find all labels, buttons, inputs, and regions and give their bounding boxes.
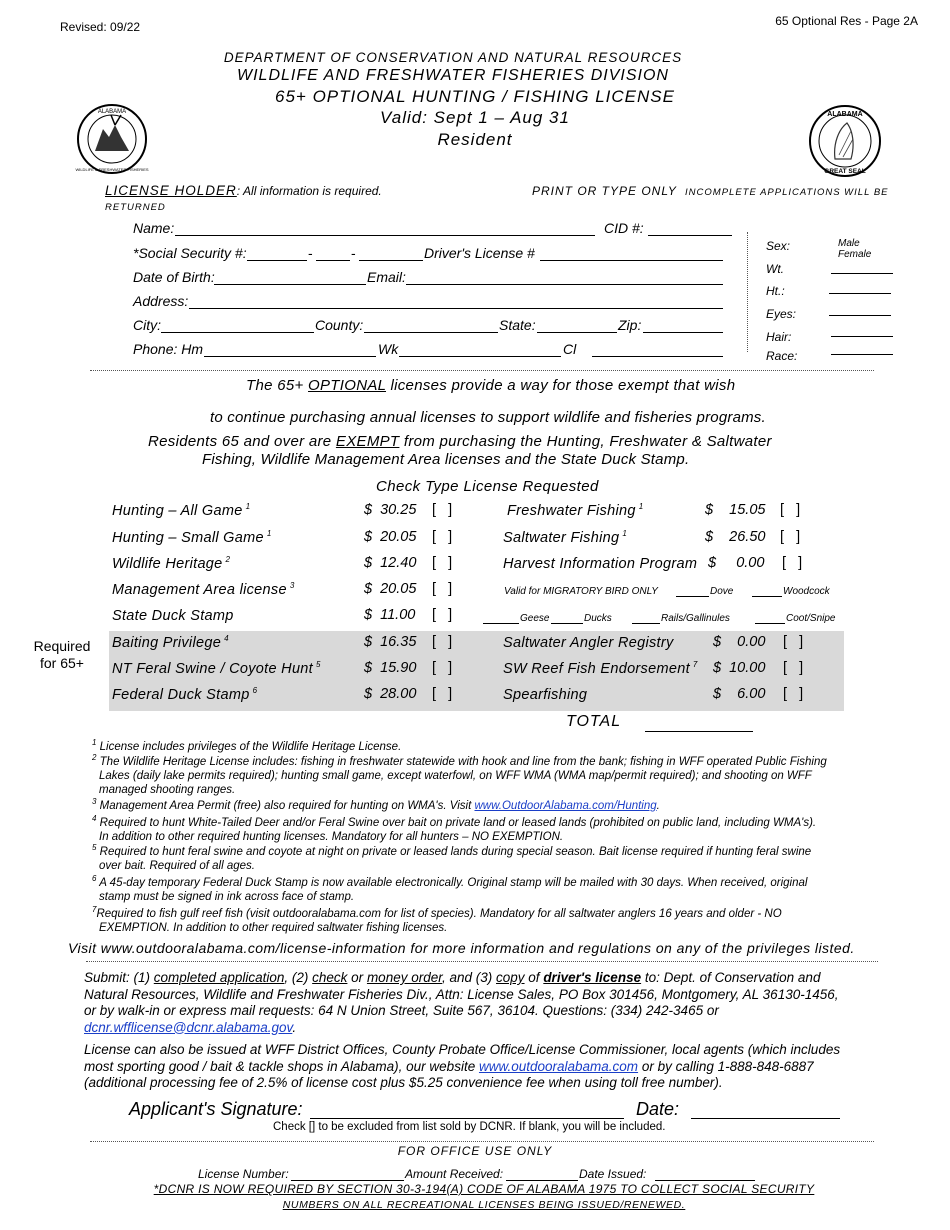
license-checkbox[interactable]: [ ] <box>432 529 453 545</box>
phone-cell-field[interactable] <box>592 356 723 357</box>
dob-field[interactable] <box>214 284 366 285</box>
license-name: Federal Duck Stamp $^6$ <box>112 686 258 703</box>
footnote-6: $^6$ A 45-day temporary Federal Duck Stamp is now available electronically. Original stamp will be mailed with 30 days. When received, original stamp must be signed in ink across face of stamp. <box>92 874 808 903</box>
license-checkbox[interactable]: [ ] <box>783 634 804 650</box>
total-label: TOTAL <box>566 713 622 730</box>
physical-divider <box>747 232 748 352</box>
license-checkbox[interactable]: [ ] <box>780 502 801 518</box>
footnote-2: $^2$ The Wildlife Heritage License includes: fishing in freshwater statewide with hook and line from the bank; fishing in WFF operated Public Fishing Lakes (daily lake permits required); hunting small game, except waterfowl, on WFF WMA (WMA map/permit required); and shooting on WFF managed shooting ranges. <box>92 753 827 796</box>
license-number-field[interactable] <box>291 1180 404 1181</box>
section-divider <box>90 370 874 371</box>
license-name: Hunting – All Game $^1$ <box>112 502 251 519</box>
address-field[interactable] <box>189 308 723 309</box>
name-field[interactable] <box>175 235 595 236</box>
license-name: NT Feral Swine / Coyote Hunt $^5$ <box>112 660 321 677</box>
license-checkbox[interactable]: [ ] <box>780 529 801 545</box>
eyes-field[interactable] <box>829 315 891 316</box>
license-price: $ 0.00 <box>708 555 765 571</box>
zip-field[interactable] <box>643 332 723 333</box>
sex-female-option[interactable]: Female <box>838 249 872 260</box>
incomplete-warning: INCOMPLETE APPLICATIONS WILL BE <box>685 187 889 198</box>
dcnr-ssn-notice: *DCNR IS NOW REQUIRED BY SECTION 30-3-194(A) CODE OF ALABAMA 1975 TO COLLECT SOCIAL SECURITY <box>153 1182 815 1196</box>
exempt-emphasis: EXEMPT <box>335 433 400 450</box>
license-price: $ 20.05 <box>364 581 417 597</box>
date-label: Date: <box>636 1099 680 1119</box>
footnote-4: $^4$ Required to hunt White-Tailed Deer and/or Feral Swine over bait on private land or leased lands (prohibited on public land, including WMA's). In addition to other required hunting licenses. Mandatory for all hunters – NO EXEMPTION. <box>92 814 817 843</box>
woodcock-field[interactable] <box>752 596 782 597</box>
ssn-part1-field[interactable] <box>247 260 307 261</box>
phone-home-field[interactable] <box>204 356 376 357</box>
migratory-valid-note: Valid for MIGRATORY BIRD ONLY <box>504 586 658 597</box>
license-name: State Duck Stamp <box>112 607 234 624</box>
weight-field[interactable] <box>831 273 893 274</box>
footnote-1: $^1$ License includes privileges of the Wildlife Heritage License. <box>92 738 402 753</box>
license-name: Hunting – Small Game $^1$ <box>112 529 272 546</box>
license-price: $ 10.00 <box>713 660 766 676</box>
state-label: State: <box>499 317 536 333</box>
date-issued-field[interactable] <box>655 1180 755 1181</box>
residency-type: Resident <box>437 130 513 149</box>
license-name: Baiting Privilege $^4$ <box>112 634 229 651</box>
drivers-license-label: Driver's License # <box>424 245 535 261</box>
license-name: SW Reef Fish Endorsement $^7$ <box>503 660 698 677</box>
license-name: Wildlife Heritage $^2$ <box>112 555 231 572</box>
license-name: Spearfishing <box>503 686 588 703</box>
submit-instructions: Submit: (1) completed application, (2) check or money order, and (3) copy of driver's license to: Dept. of Conservation and Natural Resources, Wildlife and Freshwater Fisheries Div., Attn: License Sales, PO Box 301456, Montgomery, AL 36130-1456, or by walk-in or express mail requests: 64 N Union Street, Suite 567, 36104. Questions: (334) 242-3465 or dcnr.wfflicense@dcnr.alabama.gov. <box>84 970 839 1035</box>
page-label: 65 Optional Res - Page 2A <box>775 14 918 28</box>
hair-label: Hair: <box>766 330 792 344</box>
intro-line-1: The 65+ OPTIONAL licenses provide a way for those exempt that wish <box>246 377 736 394</box>
woodcock-label: Woodcock <box>783 586 830 597</box>
visit-info: Visit www.outdooralabama.com/license-information for more information and regulations on any of the privileges listed. <box>68 940 855 956</box>
left-seal-bottom-text: WILDLIFE & FRESHWATER FISHERIES <box>75 167 149 172</box>
dove-field[interactable] <box>676 596 709 597</box>
ssn-dash-2: - <box>351 245 356 261</box>
incomplete-warning-cont: RETURNED <box>105 202 166 213</box>
amount-received-label: Amount Received: <box>405 1167 504 1181</box>
left-seal-top-text: ALABAMA <box>97 109 127 115</box>
ssn-part3-field[interactable] <box>359 260 423 261</box>
right-seal-top-text: ALABAMA <box>827 111 863 118</box>
phone-home-label: Phone: Hm <box>133 341 204 357</box>
license-price: $ 6.00 <box>713 686 766 702</box>
visit-divider <box>86 961 878 962</box>
license-number-label: License Number: <box>198 1167 289 1181</box>
dcnr-ssn-notice-cont: NUMBERS ON ALL RECREATIONAL LICENSES BEING ISSUED/RENEWED. <box>282 1199 686 1211</box>
outdooralabama-link[interactable]: www.outdooralabama.com <box>478 1058 639 1074</box>
check-type-heading: Check Type License Requested <box>376 478 599 495</box>
race-field[interactable] <box>831 354 893 355</box>
license-price: $ 11.00 <box>364 607 416 623</box>
eyes-label: Eyes: <box>766 307 797 321</box>
validity-period: Valid: Sept 1 – Aug 31 <box>380 108 570 127</box>
license-checkbox[interactable]: [ ] <box>782 555 803 571</box>
rails-field[interactable] <box>632 623 660 624</box>
weight-label: Wt. <box>766 262 784 276</box>
license-checkbox[interactable]: [ ] <box>432 660 453 676</box>
height-label: Ht.: <box>766 284 785 298</box>
license-checkbox[interactable]: [ ] <box>783 686 804 702</box>
geese-field[interactable] <box>483 623 519 624</box>
ssn-label: *Social Security #: <box>133 245 247 261</box>
license-holder-heading: LICENSE HOLDER <box>105 183 237 198</box>
date-issued-label: Date Issued: <box>579 1167 647 1181</box>
license-checkbox[interactable]: [ ] <box>432 581 453 597</box>
signature-label: Applicant's Signature: <box>129 1099 303 1119</box>
optional-emphasis: OPTIONAL <box>308 377 387 394</box>
name-label: Name: <box>133 220 175 236</box>
license-name: Management Area license $^3$ <box>112 581 295 598</box>
phone-cell-label: Cl <box>563 341 577 357</box>
city-field[interactable] <box>161 332 314 333</box>
date-field[interactable] <box>691 1118 840 1119</box>
ssn-dash-1: - <box>308 245 313 261</box>
revised-date: Revised: 09/22 <box>60 20 141 34</box>
cid-label: CID #: <box>604 220 644 236</box>
zip-label: Zip: <box>618 317 642 333</box>
wildlife-division-logo <box>75 103 149 175</box>
intro-line-4: Fishing, Wildlife Management Area licenses and the State Duck Stamp. <box>202 451 690 468</box>
phone-work-field[interactable] <box>399 356 561 357</box>
hair-field[interactable] <box>831 336 893 337</box>
intro-line-2: to continue purchasing annual licenses to support wildlife and fisheries programs. <box>210 409 766 426</box>
license-price: $ 30.25 <box>364 502 417 518</box>
alabama-great-seal <box>807 105 883 177</box>
ssn-part2-field[interactable] <box>316 260 350 261</box>
office-use-heading: FOR OFFICE USE ONLY <box>397 1144 553 1158</box>
license-name: Freshwater Fishing $^1$ <box>507 502 644 519</box>
office-divider <box>90 1141 874 1142</box>
intro-line-3: Residents 65 and over are EXEMPT from purchasing the Hunting, Freshwater & Saltwater <box>148 433 772 450</box>
dove-label: Dove <box>710 586 734 597</box>
division-name: WILDLIFE AND FRESHWATER FISHERIES DIVISION <box>237 67 669 84</box>
license-checkbox[interactable]: [ ] <box>432 686 453 702</box>
height-field[interactable] <box>829 293 891 294</box>
license-price: $ 15.05 <box>705 502 766 518</box>
license-checkbox[interactable]: [ ] <box>783 660 804 676</box>
sex-male-option[interactable]: Male <box>838 238 860 249</box>
city-label: City: <box>133 317 161 333</box>
sex-label: Sex: <box>766 239 791 253</box>
ducks-field[interactable] <box>551 623 583 624</box>
license-price: $ 15.90 <box>364 660 417 676</box>
coot-field[interactable] <box>755 623 785 624</box>
license-checkbox[interactable]: [ ] <box>432 555 453 571</box>
signature-field[interactable] <box>310 1118 624 1119</box>
license-name: Harvest Information Program <box>503 555 698 572</box>
print-or-type: PRINT OR TYPE ONLY <box>532 184 677 198</box>
address-label: Address: <box>133 293 189 309</box>
department-name: DEPARTMENT OF CONSERVATION AND NATURAL RESOURCES <box>223 50 683 65</box>
coot-label: Coot/Snipe <box>786 613 836 624</box>
county-field[interactable] <box>364 332 498 333</box>
required-note: : All information is required. <box>236 184 382 198</box>
license-checkbox[interactable]: [ ] <box>432 607 453 623</box>
form-title: 65+ OPTIONAL HUNTING / FISHING LICENSE <box>275 87 675 106</box>
license-email-link[interactable]: dcnr.wfflicense@dcnr.alabama.gov <box>84 1019 293 1035</box>
required-note: Required for 65+ <box>33 638 91 671</box>
license-price: $ 20.05 <box>364 529 417 545</box>
footnote-7: $^7$Required to fish gulf reef fish (visit outdooralabama.com for list of species). Mandatory for all saltwater anglers 16 years and older - NO EXEMPTION. In addition to other required saltwater fishing licenses. <box>92 905 782 934</box>
license-name: Saltwater Angler Registry <box>503 634 674 651</box>
rails-label: Rails/Gallinules <box>661 613 730 624</box>
dob-label: Date of Birth: <box>133 269 215 285</box>
issue-info: License can also be issued at WFF District Offices, County Probate Office/License Commissioner, local agents (which includes most sporting good / bait & tackle shops in Alabama), our website www.outdooralabama.com or by calling 1-888-848-6887 (additional processing fee of 2.5% of license cost plus $5.25 convenience fee when using toll free number). <box>84 1042 841 1090</box>
license-holder-heading-row <box>105 183 382 198</box>
exclude-checkbox-note[interactable]: Check [] to be excluded from list sold by DCNR. If blank, you will be included. <box>273 1121 666 1133</box>
amount-received-field[interactable] <box>506 1180 578 1181</box>
geese-label: Geese <box>520 613 550 624</box>
hunting-link[interactable]: www.OutdoorAlabama.com/Hunting <box>474 799 657 812</box>
footnote-5: $^5$ Required to hunt feral swine and coyote at night on private or leased lands during special season. Bait license required if hunting feral swine over bait. Required of all ages. <box>92 843 812 872</box>
print-note-row <box>532 184 889 198</box>
drivers-license-field[interactable] <box>540 260 723 261</box>
phone-work-label: Wk <box>378 341 399 357</box>
race-label: Race: <box>766 349 798 363</box>
license-price: $ 16.35 <box>364 634 417 650</box>
total-field[interactable] <box>645 731 753 732</box>
license-checkbox[interactable]: [ ] <box>432 634 453 650</box>
state-field[interactable] <box>537 332 617 333</box>
county-label: County: <box>315 317 364 333</box>
email-field[interactable] <box>406 284 723 285</box>
license-price: $ 0.00 <box>713 634 766 650</box>
license-price: $ 28.00 <box>364 686 417 702</box>
email-label: Email: <box>367 269 406 285</box>
license-price: $ 12.40 <box>364 555 417 571</box>
license-name: Saltwater Fishing $^1$ <box>503 529 628 546</box>
license-checkbox[interactable]: [ ] <box>432 502 453 518</box>
ducks-label: Ducks <box>584 613 612 624</box>
right-seal-bottom-text: GREAT SEAL <box>824 168 866 175</box>
license-price: $ 26.50 <box>705 529 766 545</box>
cid-field[interactable] <box>648 235 732 236</box>
footnote-3: $^3$ Management Area Permit (free) also required for hunting on WMA's. Visit www.OutdoorAlabama.com/Hunting. <box>92 797 660 812</box>
